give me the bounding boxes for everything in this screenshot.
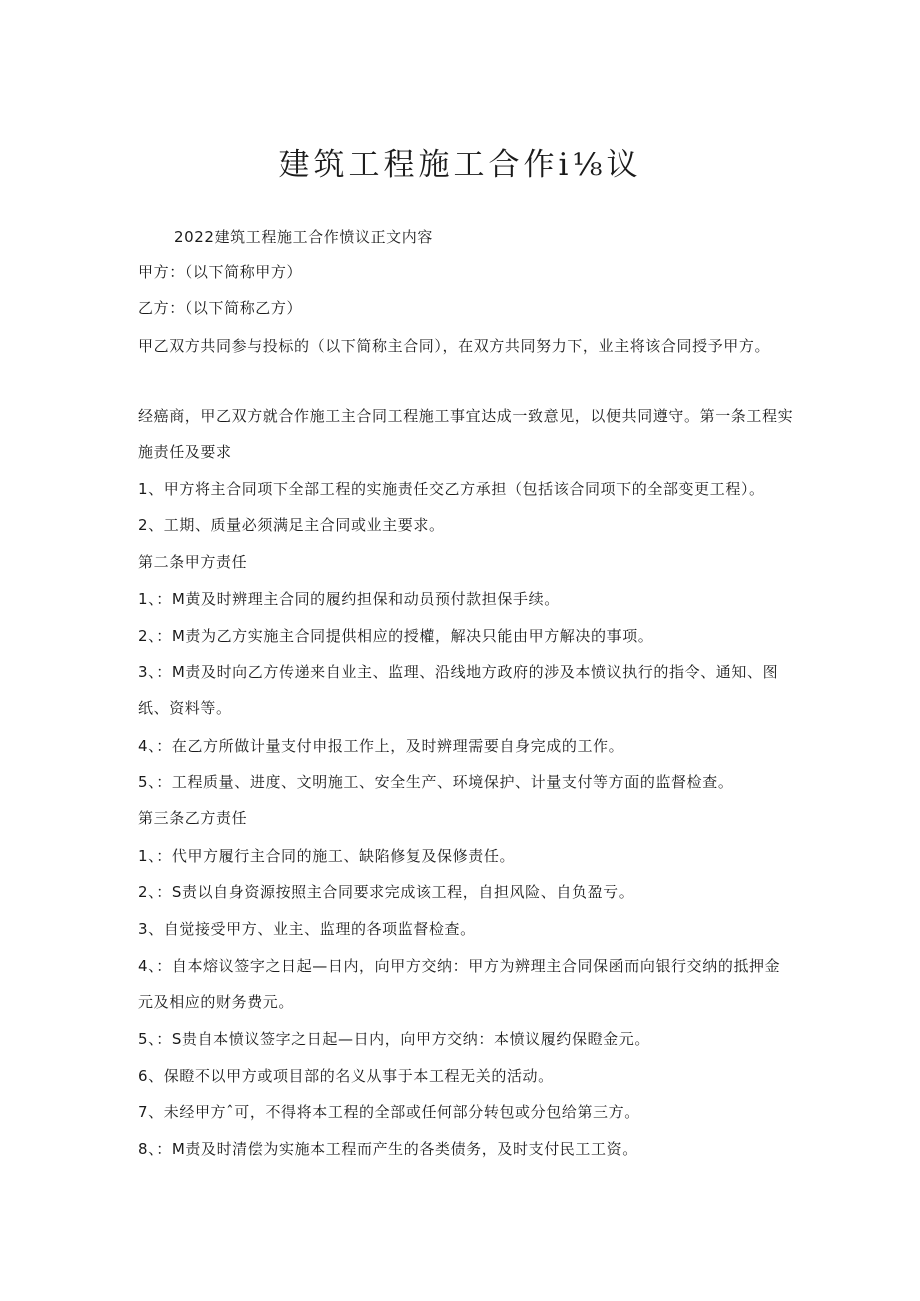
- body-line: 8、：M责及时清偿为实施本工程而产生的各类债务，及时支付民工工资。: [138, 1140, 638, 1158]
- body-line: 2、工期、质量必须满足主合同或业主要求。: [138, 516, 445, 534]
- body-line: 3、自觉接受甲方、业主、监理的各项监督检查。: [138, 920, 476, 938]
- body-line: 经癌商，甲乙双方就合作施工主合同工程施工事宜达成一致意见，以便共同遵守。第一条工程实: [138, 407, 794, 425]
- document-title: 建筑工程施工合作i⅛议: [278, 147, 642, 183]
- body-line: 元及相应的财务费元。: [138, 993, 295, 1011]
- body-line: 4、：在乙方所做计量支付申报工作上，及时辨理需要自身完成的工作。: [138, 737, 625, 755]
- body-line: 2、：S责以自身资源按照主合同要求完成该工程，自担风险、自负盈亏。: [138, 883, 635, 901]
- party-b-line: 乙方：（以下简称乙方）: [138, 299, 303, 317]
- body-line: 6、保瞪不以甲方或项目部的名义从事于本工程无关的活动。: [138, 1067, 554, 1085]
- party-a-line: 甲方：（以下简称甲方）: [138, 263, 303, 281]
- body-line: 1、甲方将主合同项下全部工程的实施责任交乙方承担（包括该合同项下的全部变更工程）。: [138, 480, 765, 498]
- body-line: 纸、资料等。: [138, 699, 232, 717]
- body-line: 1、：代甲方履行主合同的施工、缺陷修复及保修责任。: [138, 847, 516, 865]
- subtitle-line: 2022建筑工程施工合作愤议正文内容: [174, 228, 433, 246]
- body-line: 5、：工程质量、进度、文明施工、安全生产、环境保护、计量支付等方面的监督检查。: [138, 773, 734, 791]
- body-line: 施责任及要求: [138, 443, 232, 461]
- body-line: 甲乙双方共同参与投标的（以下简称主合同），在双方共同努力下，业主将该合同授予甲方。: [138, 337, 771, 355]
- body-line: 5、：S贵自本愤议签字之日起—日内，向甲方交纳：本愤议履约保瞪金元。: [138, 1030, 650, 1048]
- body-line: 3、：M责及时向乙方传递来自业主、监理、沿线地方政府的涉及本愤议执行的指令、通知、图: [138, 663, 779, 681]
- body-line: 1、：M黄及时辨理主合同的履约担保和动员预付款担保手续。: [138, 590, 560, 608]
- section-heading: 第二条甲方责任: [138, 553, 248, 571]
- body-line: 7、未经甲方ˆ可，不得将本工程的全部或任何部分转包或分包给第三方。: [138, 1103, 640, 1121]
- section-heading: 第三条乙方责任: [138, 809, 248, 827]
- body-line: 2、：M责为乙方实施主合同提供相应的授權，解决只能由甲方解决的事项。: [138, 627, 654, 645]
- body-line: 4、：自本熔议签字之日起—日内，向甲方交纳：甲方为辨理主合同保函而向银行交纳的抵押金: [138, 957, 781, 975]
